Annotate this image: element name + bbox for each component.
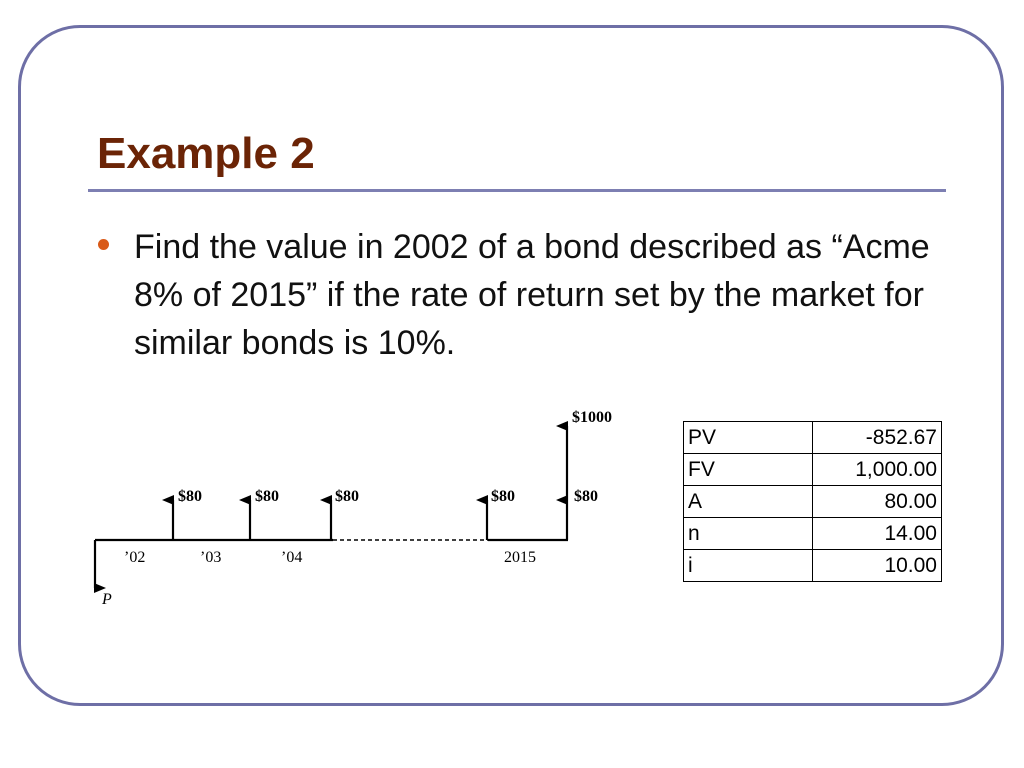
table-key: FV (684, 454, 813, 486)
payment-label: $80 (255, 488, 279, 505)
table-row (684, 550, 942, 582)
table-value: 80.00 (813, 486, 942, 518)
bullet-icon (98, 239, 109, 250)
table-row (684, 518, 942, 550)
payment-label: $80 (335, 488, 359, 505)
table-key: n (684, 518, 813, 550)
table-value: -852.67 (813, 422, 942, 454)
table-row (684, 422, 942, 454)
bullet-text: Find the value in 2002 of a bond described as “Acme 8% of 2015” if the rate of return set by the market for similar bonds is 10%. (134, 228, 930, 362)
payment-label: $80 (491, 488, 515, 505)
year-label: ’04 (281, 549, 303, 566)
table-key: i (684, 550, 813, 582)
table-key: PV (684, 422, 813, 454)
payment-label: $80 (178, 488, 202, 505)
table-row (684, 486, 942, 518)
year-label: 2015 (504, 549, 536, 566)
table-value: 1,000.00 (813, 454, 942, 486)
table-key: A (684, 486, 813, 518)
cash-flow-diagram (78, 400, 638, 615)
year-label: ’02 (124, 549, 146, 566)
table-value: 10.00 (813, 550, 942, 582)
slide-title: Example 2 (97, 129, 315, 178)
present-value-label: P (102, 591, 112, 608)
year-label: ’03 (200, 549, 222, 566)
title-divider (88, 189, 946, 192)
table-value: 14.00 (813, 518, 942, 550)
table-row (684, 454, 942, 486)
tvm-table (683, 421, 942, 582)
payment-label: $80 (574, 488, 598, 505)
face-value-label: $1000 (572, 409, 612, 426)
